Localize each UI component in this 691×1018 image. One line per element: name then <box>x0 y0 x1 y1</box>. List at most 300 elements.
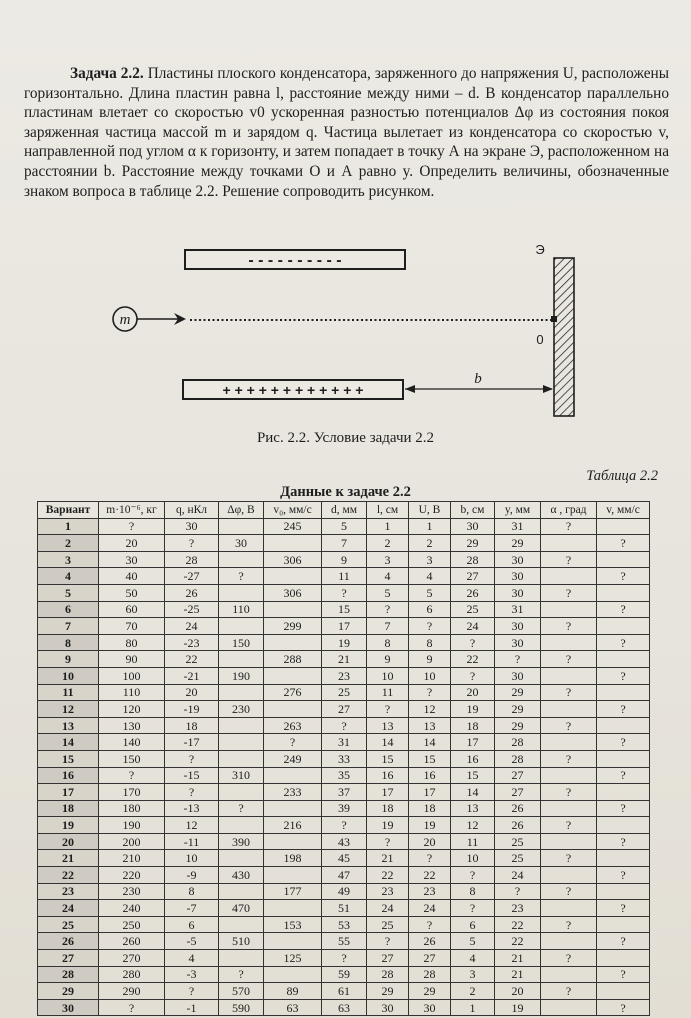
table-cell: 7 <box>322 535 367 552</box>
table-row <box>38 651 650 668</box>
table-cell: 29 <box>451 535 495 552</box>
distance-b-arrow-right <box>543 385 553 393</box>
table-cell <box>264 568 322 585</box>
table-cell: 60 <box>99 601 165 618</box>
table-cell: 5 <box>409 584 451 601</box>
table-cell: 19 <box>495 999 541 1016</box>
table-cell <box>541 767 597 784</box>
table-cell: 21 <box>322 651 367 668</box>
table-body <box>38 518 650 1016</box>
table-cell: 290 <box>99 983 165 1000</box>
table-cell <box>264 701 322 718</box>
table-cell <box>264 800 322 817</box>
table-cell <box>264 933 322 950</box>
table-row <box>38 750 650 767</box>
top-plate-signs: - - - - - - - - - - <box>248 252 342 269</box>
table-cell: 177 <box>264 883 322 900</box>
table-cell: 3 <box>367 551 409 568</box>
table-cell: -7 <box>165 900 219 917</box>
table-cell: 260 <box>99 933 165 950</box>
table-cell <box>541 900 597 917</box>
table-cell: 1 <box>367 518 409 535</box>
table-cell: -17 <box>165 734 219 751</box>
table-cell <box>264 900 322 917</box>
table-cell: ? <box>541 518 597 535</box>
table-cell: 14 <box>367 734 409 751</box>
table-cell: 28 <box>495 734 541 751</box>
table-cell <box>541 833 597 850</box>
table-cell: 30 <box>219 535 264 552</box>
table-row <box>38 767 650 784</box>
column-header: m·10⁻⁶, кг <box>99 502 165 519</box>
variant-cell: 12 <box>38 701 99 718</box>
variant-cell: 2 <box>38 535 99 552</box>
table-cell: 20 <box>99 535 165 552</box>
table-cell: ? <box>597 900 650 917</box>
table-cell <box>541 667 597 684</box>
table-cell: 510 <box>219 933 264 950</box>
table-cell: 26 <box>495 817 541 834</box>
table-cell <box>541 867 597 884</box>
table-cell: -15 <box>165 767 219 784</box>
table-cell: 45 <box>322 850 367 867</box>
table-row <box>38 933 650 950</box>
table-cell: ? <box>367 833 409 850</box>
table-cell: 26 <box>165 584 219 601</box>
table-cell: ? <box>322 817 367 834</box>
table-cell: 27 <box>409 950 451 967</box>
table-cell <box>597 750 650 767</box>
variant-cell: 16 <box>38 767 99 784</box>
table-cell: 430 <box>219 867 264 884</box>
table-cell: 190 <box>99 817 165 834</box>
table-cell: 570 <box>219 983 264 1000</box>
table-cell: 47 <box>322 867 367 884</box>
variant-cell: 15 <box>38 750 99 767</box>
table-row <box>38 867 650 884</box>
table-cell <box>597 850 650 867</box>
table-cell: 270 <box>99 950 165 967</box>
column-header: v, мм/с <box>597 502 650 519</box>
capacitor-figure <box>90 240 610 430</box>
table-cell: 280 <box>99 966 165 983</box>
table-row <box>38 734 650 751</box>
table-header-row <box>38 502 650 519</box>
table-cell: 30 <box>495 551 541 568</box>
table-cell <box>264 667 322 684</box>
table-cell: 170 <box>99 784 165 801</box>
table-cell: 14 <box>409 734 451 751</box>
table-cell: 180 <box>99 800 165 817</box>
table-cell <box>597 817 650 834</box>
table-cell: 153 <box>264 916 322 933</box>
table-cell <box>264 867 322 884</box>
table-row <box>38 518 650 535</box>
table-cell: -27 <box>165 568 219 585</box>
variant-cell: 11 <box>38 684 99 701</box>
column-header: Δφ, В <box>219 502 264 519</box>
table-row <box>38 883 650 900</box>
variant-cell: 3 <box>38 551 99 568</box>
table-cell: ? <box>541 883 597 900</box>
table-cell: 12 <box>451 817 495 834</box>
table-cell: ? <box>541 684 597 701</box>
table-cell: 2 <box>451 983 495 1000</box>
table-cell: ? <box>597 933 650 950</box>
table-cell: 43 <box>322 833 367 850</box>
table-row <box>38 966 650 983</box>
table-cell: -13 <box>165 800 219 817</box>
table-cell: 17 <box>409 784 451 801</box>
table-cell: ? <box>597 833 650 850</box>
table-cell: 306 <box>264 584 322 601</box>
table-cell: 9 <box>367 651 409 668</box>
table-cell: 25 <box>367 916 409 933</box>
table-cell: 216 <box>264 817 322 834</box>
table-cell <box>541 999 597 1016</box>
variant-cell: 9 <box>38 651 99 668</box>
table-cell: 26 <box>409 933 451 950</box>
table-cell: 200 <box>99 833 165 850</box>
table-cell: 22 <box>165 651 219 668</box>
table-cell: 29 <box>495 701 541 718</box>
table-cell: 26 <box>451 584 495 601</box>
table-cell: ? <box>541 983 597 1000</box>
table-cell <box>219 817 264 834</box>
table-cell: 31 <box>495 518 541 535</box>
variant-cell: 6 <box>38 601 99 618</box>
table-cell: 24 <box>409 900 451 917</box>
table-cell: ? <box>541 651 597 668</box>
table-cell: -3 <box>165 966 219 983</box>
variant-cell: 7 <box>38 618 99 635</box>
table-cell: 11 <box>451 833 495 850</box>
table-cell: 10 <box>367 667 409 684</box>
table-cell: -11 <box>165 833 219 850</box>
variant-cell: 22 <box>38 867 99 884</box>
table-cell: 30 <box>165 518 219 535</box>
table-cell: 19 <box>322 634 367 651</box>
table-cell: 299 <box>264 618 322 635</box>
table-cell: 2 <box>367 535 409 552</box>
table-cell: 10 <box>409 667 451 684</box>
table-cell: ? <box>597 767 650 784</box>
table-cell: 130 <box>99 717 165 734</box>
table-cell: ? <box>367 601 409 618</box>
table-cell: 30 <box>495 634 541 651</box>
table-cell: 29 <box>409 983 451 1000</box>
table-cell: -21 <box>165 667 219 684</box>
table-cell: 10 <box>165 850 219 867</box>
table-cell <box>219 651 264 668</box>
table-cell: 8 <box>165 883 219 900</box>
table-cell: 4 <box>409 568 451 585</box>
table-row <box>38 535 650 552</box>
table-cell: 29 <box>495 535 541 552</box>
table-cell: 13 <box>367 717 409 734</box>
table-cell <box>219 684 264 701</box>
table-cell: 37 <box>322 784 367 801</box>
table-cell: ? <box>409 618 451 635</box>
table-cell: 50 <box>99 584 165 601</box>
data-table <box>37 501 650 1016</box>
table-cell: ? <box>541 784 597 801</box>
table-cell: 18 <box>367 800 409 817</box>
table-cell: ? <box>541 584 597 601</box>
table-cell: 29 <box>495 684 541 701</box>
table-cell: 8 <box>367 634 409 651</box>
table-cell: 24 <box>495 867 541 884</box>
table-cell: 27 <box>322 701 367 718</box>
table-cell: 80 <box>99 634 165 651</box>
table-cell: 245 <box>264 518 322 535</box>
table-cell: ? <box>409 850 451 867</box>
table-cell: 20 <box>165 684 219 701</box>
table-row <box>38 717 650 734</box>
variant-cell: 29 <box>38 983 99 1000</box>
table-cell: 5 <box>451 933 495 950</box>
table-cell: 35 <box>322 767 367 784</box>
table-cell: 233 <box>264 784 322 801</box>
table-cell: 1 <box>409 518 451 535</box>
table-row <box>38 833 650 850</box>
table-cell: 220 <box>99 867 165 884</box>
table-cell: 28 <box>409 966 451 983</box>
table-row <box>38 850 650 867</box>
column-header: α , град <box>541 502 597 519</box>
table-row <box>38 817 650 834</box>
column-header: d, мм <box>322 502 367 519</box>
table-cell: 28 <box>495 750 541 767</box>
table-cell: ? <box>219 800 264 817</box>
table-cell: 14 <box>451 784 495 801</box>
table-row <box>38 916 650 933</box>
table-cell: ? <box>597 966 650 983</box>
variant-cell: 21 <box>38 850 99 867</box>
table-cell: 15 <box>367 750 409 767</box>
table-cell: ? <box>597 535 650 552</box>
table-cell: 27 <box>451 568 495 585</box>
variant-cell: 20 <box>38 833 99 850</box>
table-cell: ? <box>99 518 165 535</box>
table-cell: 12 <box>165 817 219 834</box>
table-row <box>38 601 650 618</box>
table-cell: 19 <box>451 701 495 718</box>
table-cell: 28 <box>451 551 495 568</box>
table-cell <box>541 966 597 983</box>
table-cell: ? <box>597 867 650 884</box>
table-cell: 20 <box>495 983 541 1000</box>
table-cell: 29 <box>367 983 409 1000</box>
table-cell: ? <box>541 717 597 734</box>
table-cell: ? <box>541 850 597 867</box>
table-cell: 276 <box>264 684 322 701</box>
table-cell: 17 <box>451 734 495 751</box>
table-cell: 33 <box>322 750 367 767</box>
table-title: Данные к задаче 2.2 <box>280 484 411 500</box>
variant-cell: 4 <box>38 568 99 585</box>
table-cell <box>541 634 597 651</box>
table-cell: ? <box>165 983 219 1000</box>
table-cell: ? <box>451 900 495 917</box>
table-cell: 25 <box>322 684 367 701</box>
table-cell <box>264 767 322 784</box>
table-cell: ? <box>322 950 367 967</box>
figure-caption: Рис. 2.2. Условие задачи 2.2 <box>256 430 435 446</box>
bottom-plate-signs: + + + + + + + + + + + + <box>222 382 364 398</box>
table-cell: 5 <box>322 518 367 535</box>
table-cell <box>541 701 597 718</box>
table-row <box>38 618 650 635</box>
table-cell: 18 <box>451 717 495 734</box>
table-cell: ? <box>451 667 495 684</box>
table-cell: 18 <box>409 800 451 817</box>
table-cell: 470 <box>219 900 264 917</box>
column-header: b, см <box>451 502 495 519</box>
table-cell: 12 <box>409 701 451 718</box>
table-cell: 23 <box>367 883 409 900</box>
table-cell: 22 <box>495 933 541 950</box>
table-cell <box>264 833 322 850</box>
table-cell: 5 <box>367 584 409 601</box>
table-row <box>38 900 650 917</box>
table-cell: 21 <box>495 950 541 967</box>
table-cell: 16 <box>367 767 409 784</box>
table-cell: 13 <box>451 800 495 817</box>
table-cell: ? <box>541 551 597 568</box>
table-cell: ? <box>541 950 597 967</box>
table-cell <box>219 551 264 568</box>
screen <box>554 258 574 416</box>
table-cell: 24 <box>451 618 495 635</box>
table-cell: 310 <box>219 767 264 784</box>
table-cell <box>597 584 650 601</box>
table-cell: 210 <box>99 850 165 867</box>
table-cell: ? <box>597 667 650 684</box>
table-row <box>38 584 650 601</box>
table-cell: 70 <box>99 618 165 635</box>
table-cell <box>597 950 650 967</box>
table-cell: 100 <box>99 667 165 684</box>
table-cell: 2 <box>409 535 451 552</box>
variant-cell: 30 <box>38 999 99 1016</box>
table-cell <box>264 601 322 618</box>
table-cell: 16 <box>451 750 495 767</box>
table-cell <box>597 518 650 535</box>
table-cell: -9 <box>165 867 219 884</box>
table-cell: 590 <box>219 999 264 1016</box>
table-cell: 15 <box>322 601 367 618</box>
table-cell: 20 <box>451 684 495 701</box>
table-cell: 25 <box>495 833 541 850</box>
table-cell: 25 <box>451 601 495 618</box>
table-cell: -25 <box>165 601 219 618</box>
table-cell: 249 <box>264 750 322 767</box>
table-cell: 59 <box>322 966 367 983</box>
table-cell: ? <box>597 999 650 1016</box>
table-cell: 30 <box>409 999 451 1016</box>
table-cell: 19 <box>367 817 409 834</box>
table-cell: 3 <box>409 551 451 568</box>
table-cell: 18 <box>165 717 219 734</box>
point-o-label: 0 <box>536 332 544 347</box>
table-cell: ? <box>264 734 322 751</box>
column-header: v₀, мм/с <box>264 502 322 519</box>
table-cell: 120 <box>99 701 165 718</box>
table-cell: 23 <box>322 667 367 684</box>
column-header: l, см <box>367 502 409 519</box>
distance-b-label: b <box>474 371 482 387</box>
table-cell <box>541 568 597 585</box>
table-cell: 21 <box>495 966 541 983</box>
table-cell: -1 <box>165 999 219 1016</box>
table-cell <box>597 684 650 701</box>
table-cell: 17 <box>322 618 367 635</box>
table-cell: ? <box>367 933 409 950</box>
table-cell: ? <box>409 684 451 701</box>
table-cell: 190 <box>219 667 264 684</box>
table-cell <box>219 784 264 801</box>
table-cell: 9 <box>409 651 451 668</box>
table-cell <box>597 618 650 635</box>
table-cell: ? <box>165 535 219 552</box>
table-cell: 9 <box>322 551 367 568</box>
table-cell: 63 <box>264 999 322 1016</box>
table-cell: 40 <box>99 568 165 585</box>
variant-cell: 5 <box>38 584 99 601</box>
table-cell <box>219 584 264 601</box>
table-cell: 250 <box>99 916 165 933</box>
table-cell: 15 <box>451 767 495 784</box>
table-row <box>38 950 650 967</box>
table-cell <box>264 535 322 552</box>
table-cell: ? <box>495 651 541 668</box>
table-cell: 31 <box>495 601 541 618</box>
table-cell: 23 <box>409 883 451 900</box>
table-cell: 31 <box>322 734 367 751</box>
table-cell: 17 <box>367 784 409 801</box>
table-cell: 22 <box>495 916 541 933</box>
table-cell: 140 <box>99 734 165 751</box>
table-cell: 51 <box>322 900 367 917</box>
table-cell <box>597 983 650 1000</box>
table-cell: 22 <box>367 867 409 884</box>
table-cell: 1 <box>451 999 495 1016</box>
variant-cell: 14 <box>38 734 99 751</box>
table-cell: 19 <box>409 817 451 834</box>
table-cell: 288 <box>264 651 322 668</box>
column-header: Вариант <box>38 502 99 519</box>
table-cell <box>541 933 597 950</box>
table-cell <box>219 750 264 767</box>
table-cell: ? <box>597 601 650 618</box>
table-cell: ? <box>451 867 495 884</box>
table-cell: 28 <box>367 966 409 983</box>
table-cell <box>219 518 264 535</box>
table-cell: ? <box>597 701 650 718</box>
table-cell: ? <box>541 618 597 635</box>
table-cell: 11 <box>367 684 409 701</box>
table-cell: 21 <box>367 850 409 867</box>
table-cell: 8 <box>409 634 451 651</box>
table-cell <box>597 883 650 900</box>
table-cell: 27 <box>367 950 409 967</box>
table-cell: ? <box>165 750 219 767</box>
table-cell: 90 <box>99 651 165 668</box>
column-header: y, мм <box>495 502 541 519</box>
table-cell <box>597 651 650 668</box>
table-cell: 6 <box>451 916 495 933</box>
